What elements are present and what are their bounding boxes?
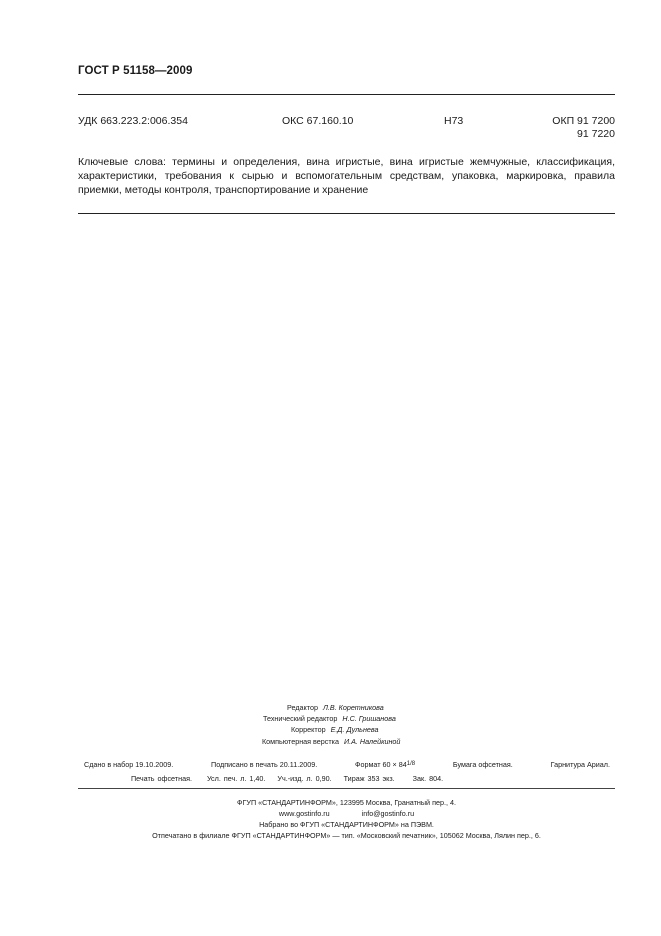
typeset-note: Набрано во ФГУП «СТАНДАРТИНФОРМ» на ПЭВМ. bbox=[259, 820, 434, 829]
submitted-date: Сдано в набор 19.10.2009. bbox=[84, 760, 174, 769]
typeface: Гарнитура Ариал. bbox=[550, 760, 610, 769]
okp-code-2: 91 7220 bbox=[577, 128, 615, 140]
top-divider bbox=[78, 94, 615, 95]
print-format: Формат $60 \times 84^{1/8}$ bbox=[355, 760, 416, 769]
publisher-website[interactable]: www.gostinfo.ru bbox=[278, 809, 330, 818]
order-number: Зак. 804. bbox=[412, 774, 444, 783]
keywords-divider bbox=[78, 213, 615, 214]
printing-note: Отпечатано в филиале ФГУП «СТАНДАРТИНФОРМ» — тип. «Московский печатник», 105062 Москва, Лялин пер., 6. bbox=[152, 831, 541, 840]
print-run: Тираж 353 экз. bbox=[343, 774, 395, 783]
publisher-address: ФГУП «СТАНДАРТИНФОРМ», 123995 Москва, Гранатный пер., 4. bbox=[237, 798, 456, 807]
udk-code: УДК 663.223.2:006.354 bbox=[78, 115, 188, 127]
okp-code-1: ОКП 91 7200 bbox=[552, 115, 615, 127]
publisher-email[interactable]: info@gostinfo.ru bbox=[361, 809, 415, 818]
print-sheets: Усл. печ. л. 1,40. bbox=[206, 774, 266, 783]
document-code: ГОСТ Р 51158—2009 bbox=[78, 65, 193, 77]
format-fraction: 1/8 bbox=[406, 761, 416, 767]
keywords-paragraph: Ключевые слова: термины и определения, вина игристые, вина игристые жемчужные, классификация, характеристики, требования к сырью и вспомогательным средствам, упаковка, маркировка, правила приемки, методы контроля, транспортирование и хранение bbox=[78, 156, 615, 196]
paper-type: Бумага офсетная. bbox=[452, 760, 513, 769]
imprint-divider bbox=[78, 788, 615, 789]
publication-line-1 bbox=[84, 760, 610, 769]
corrector-role: Корректор bbox=[291, 725, 326, 734]
layout-name: И.А. Налейкиной bbox=[343, 737, 401, 746]
tech-editor-line bbox=[263, 713, 396, 724]
group-code: Н73 bbox=[444, 115, 464, 127]
print-method: Печать офсетная. bbox=[131, 774, 192, 783]
signed-date: Подписано в печать 20.11.2009. bbox=[211, 760, 318, 769]
edition-sheets: Уч.-изд. л. 0,90. bbox=[277, 774, 332, 783]
publication-line-2 bbox=[131, 774, 443, 783]
layout-line bbox=[262, 736, 400, 747]
oks-code: ОКС 67.160.10 bbox=[282, 115, 354, 127]
publisher-contacts bbox=[78, 808, 615, 819]
layout-role: Компьютерная верстка bbox=[262, 737, 339, 746]
tech-editor-name: Н.С. Гришанова bbox=[342, 714, 396, 723]
editor-name: Л.В. Коретникова bbox=[322, 703, 384, 712]
corrector-name: Е.Д. Дульнева bbox=[330, 725, 379, 734]
tech-editor-role: Технический редактор bbox=[263, 714, 338, 723]
corrector-line bbox=[291, 724, 379, 735]
editor-line bbox=[287, 702, 384, 713]
editor-role: Редактор bbox=[287, 703, 318, 712]
